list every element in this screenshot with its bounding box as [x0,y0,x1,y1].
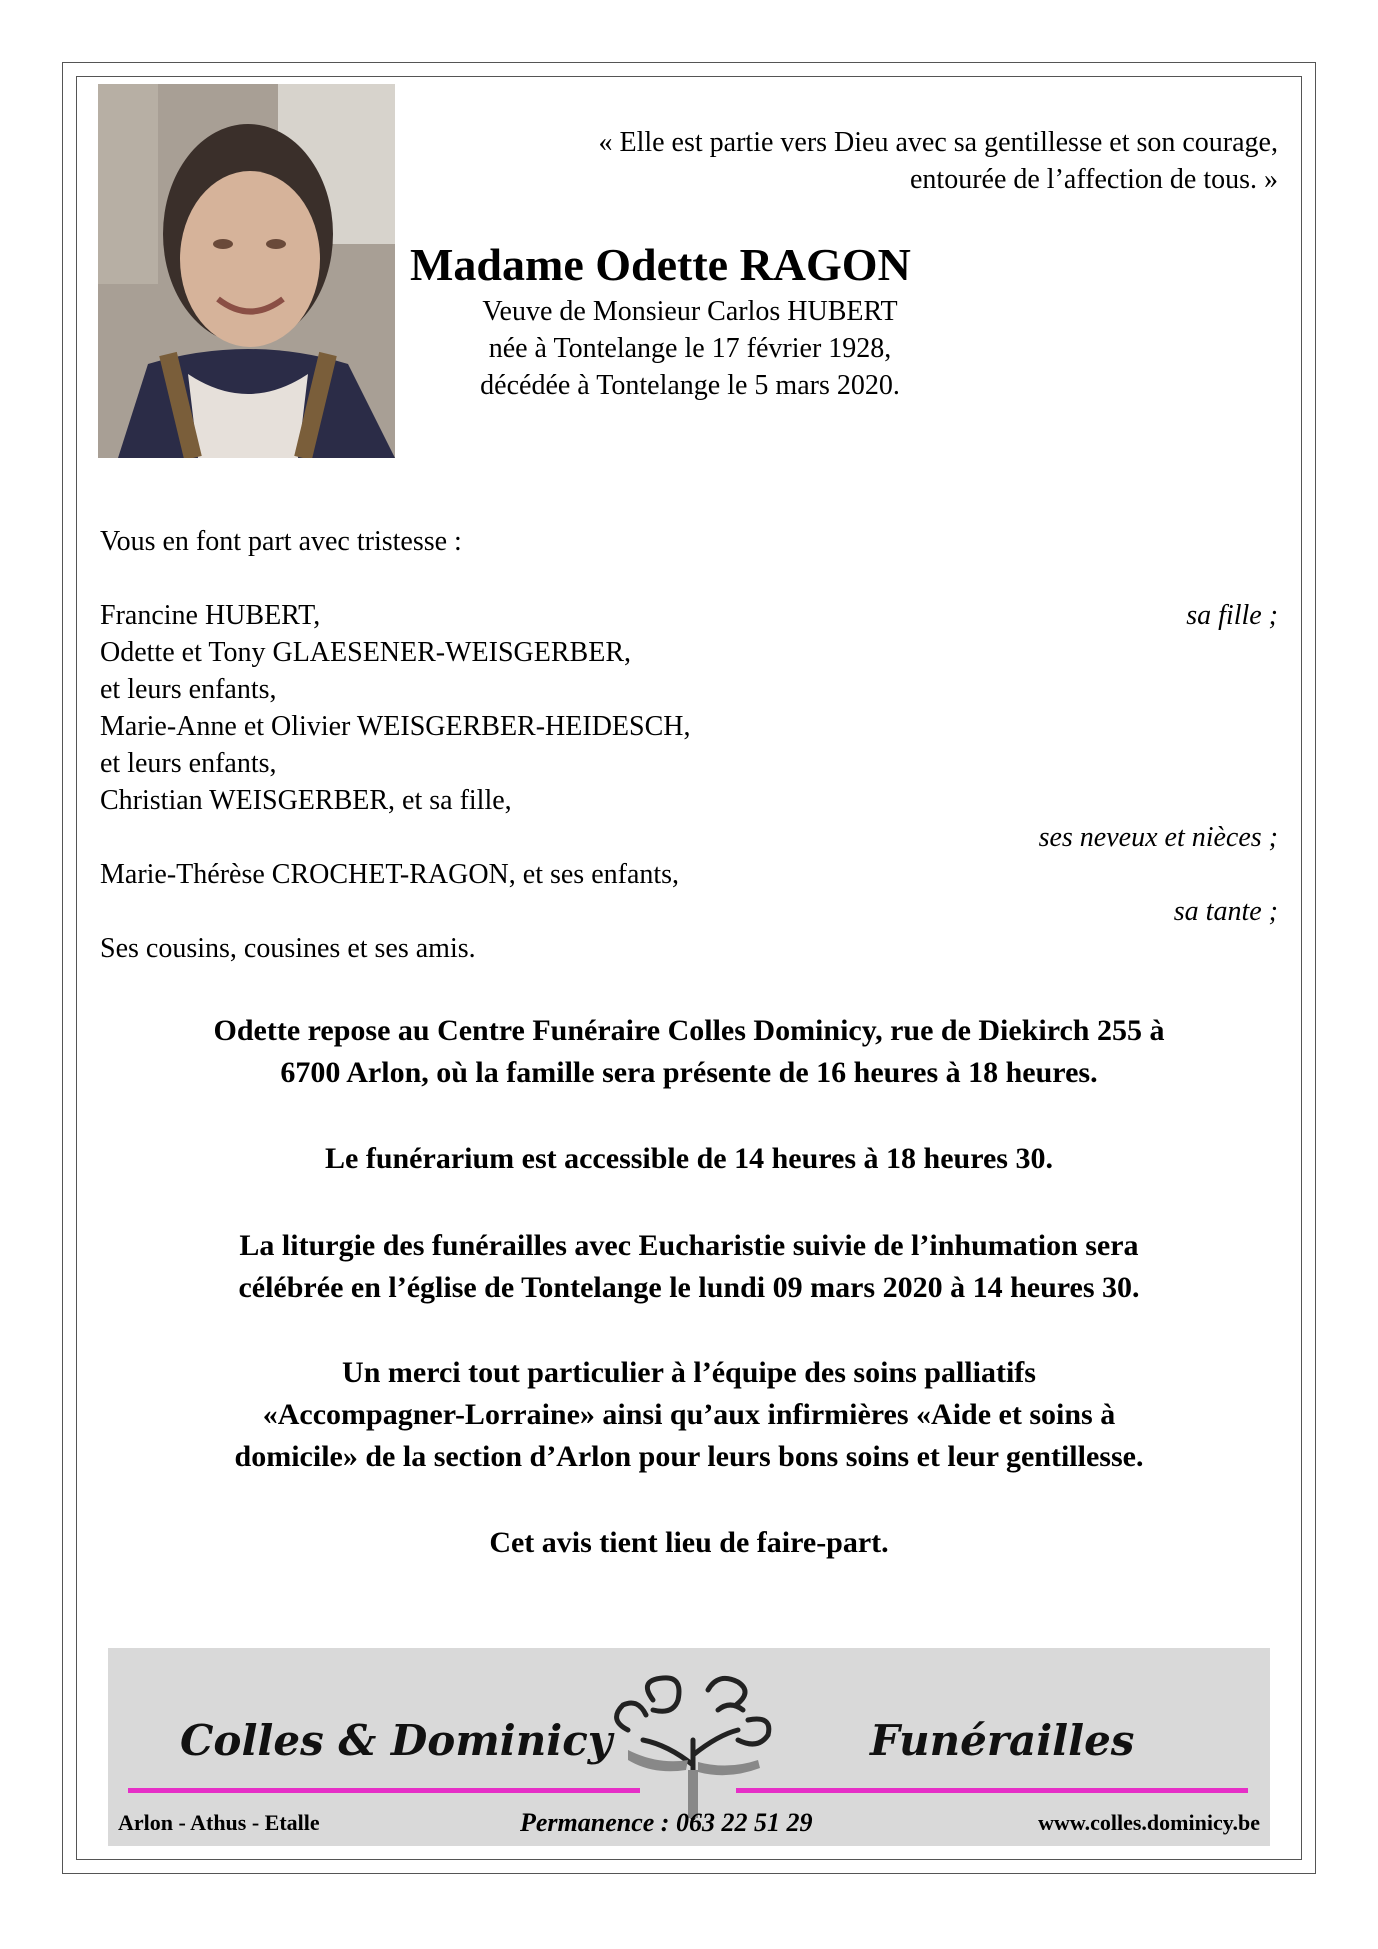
repose-line-1: Odette repose au Centre Funéraire Colles Dominicy, rue de Diekirch 255 à [213,1014,1165,1047]
family-name: Ses cousins, cousines et ses amis. [100,933,476,964]
family-row [100,819,1278,856]
family-name: Christian WEISGERBER, et sa fille, [100,785,512,816]
family-relation: ses neveux et nièces ; [1038,822,1278,853]
quote-line-1: « Elle est partie vers Dieu avec sa gentillesse et son courage, [598,127,1278,158]
phone-number: Permanence : 063 22 51 29 [520,1808,813,1837]
brand-name: Colles & Dominicy [180,1716,613,1765]
accent-line-right [736,1788,1248,1793]
towns-list: Arlon - Athus - Etalle [118,1810,320,1835]
deceased-name: Madame Odette RAGON [410,239,911,290]
family-name: Francine HUBERT, [100,600,321,631]
faire-part-notice [95,1522,1283,1564]
quote-line-2: entourée de l’affection de tous. » [909,164,1278,195]
brand-tagline: Funérailles [870,1716,1135,1765]
family-row [100,708,1278,745]
repose-line-2: 6700 Arlon, où la famille sera présente de 16 heures à 18 heures. [280,1056,1098,1089]
family-relation: sa fille ; [1186,600,1278,631]
family-name: Odette et Tony GLAESENER-WEISGERBER, [100,637,632,668]
family-row [100,597,1278,634]
funeral-home-footer [108,1648,1270,1846]
family-row [100,782,1278,819]
thanks-notice [95,1352,1283,1478]
death-line: décédée à Tontelange le 5 mars 2020. [480,370,900,401]
quote [458,124,1278,198]
liturgy-line-1: La liturgie des funérailles avec Eucharistie suivie de l’inhumation sera [239,1229,1139,1262]
liturgy-notice [95,1225,1283,1309]
intro-text: Vous en font part avec tristesse : [100,526,462,557]
thanks-line-2: «Accompagner-Lorraine» ainsi qu’aux infirmières «Aide et soins à [262,1398,1116,1431]
deceased-details [420,293,960,404]
funerarium-notice [95,1138,1283,1180]
liturgy-line-2: célébrée en l’église de Tontelange le lundi 09 mars 2020 à 14 heures 30. [238,1271,1140,1304]
family-name: et leurs enfants, [100,748,277,779]
family-row [100,856,1278,893]
family-row [100,930,1278,967]
family-name: et leurs enfants, [100,674,277,705]
repose-notice [95,1010,1283,1094]
family-relation: sa tante ; [1173,896,1278,927]
thanks-line-3: domicile» de la section d’Arlon pour leurs bons soins et leur gentillesse. [234,1440,1144,1473]
family-row [100,671,1278,708]
family-row [100,745,1278,782]
spouse-line: Veuve de Monsieur Carlos HUBERT [482,296,898,327]
faire-part-line: Cet avis tient lieu de faire-part. [489,1526,889,1559]
tree-logo-icon [598,1670,788,1820]
funerarium-line: Le funérarium est accessible de 14 heures à 18 heures 30. [325,1142,1053,1175]
family-row [100,893,1278,930]
family-name: Marie-Anne et Olivier WEISGERBER-HEIDESCH, [100,711,691,742]
family-list [100,597,1278,967]
portrait-photo [98,84,395,458]
website-link[interactable]: www.colles.dominicy.be [1038,1810,1260,1835]
thanks-line-1: Un merci tout particulier à l’équipe des soins palliatifs [342,1356,1036,1389]
accent-line-left [128,1788,640,1793]
birth-line: née à Tontelange le 17 février 1928, [488,333,892,364]
family-row [100,634,1278,671]
family-name: Marie-Thérèse CROCHET-RAGON, et ses enfants, [100,859,680,890]
